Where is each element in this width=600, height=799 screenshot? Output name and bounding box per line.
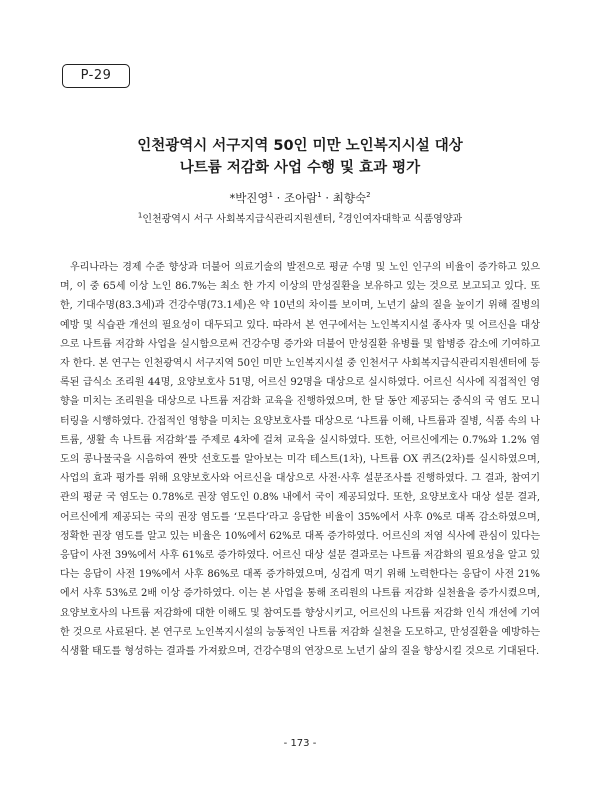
paper-title-line-2: 나트륨 저감화 사업 수행 및 효과 평가 (179, 160, 421, 176)
paper-title-line-1: 인천광역시 서구지역 50인 미만 노인복지시설 대상 (137, 138, 463, 154)
abstract-body: 우리나라는 경제 수준 향상과 더불어 의료기술의 발전으로 평균 수명 및 노인 인구의 비율이 증가하고 있으며, 이 중 65세 이상 노인 86.7%는 최소 한 가지 이상의 만성질환을 보유하고 있는 것으로 보고되고 있다. 또한, 기대수명(83.3세)과 건강수명(73.1세)은 약 10년의 차이를 보이며, 노년기 삶의 질을 높이기 위해 질병의 예방 및 식습관 개선의 필요성이 대두되고 있다. 따라서 본 연구에서는 노인복지시설 종사자 및 어르신을 대상으로 나트륨 저감화 사업을 실시함으로써 건강수명 증가와 더불어 만성질환 유병률 및 합병증 감소에 기여하고자 한다. 본 연구는 인천광역시 서구지역 50인 미만 노인복지시설 중 인천서구 사회복지급식관리지원센터에 등록된 급식소 조리원 44명, 요양보호사 51명, 어르신 92명을 대상으로 실시하였다. 어르신 식사에 직접적인 영향을 미치는 조리원을 대상으로 나트륨 저감화 교육을 진행하였으며, 한 달 동안 제공되는 중식의 국 염도 모니터링을 시행하였다. 간접적인 영향을 미치는 요양보호사를 대상으로 ‘나트륨 이해, 나트륨과 질병, 식품 속의 나트륨, 생활 속 나트륨 저감화’를 주제로 4차에 걸쳐 교육을 실시하였다. 또한, 어르신에게는 0.7%와 1.2% 염도의 콩나물국을 시음하여 짠맛 선호도를 알아보는 미각 테스트(1차), 나트륨 OX 퀴즈(2차)를 실시하였으며, 사업의 효과 평가를 위해 요양보호사와 어르신을 대상으로 사전·사후 설문조사를 진행하였다. 그 결과, 참여기관의 평균 국 염도는 0.78%로 권장 염도인 0.8% 내에서 국이 제공되었다. 또한, 요양보호사 대상 설문 결과, 어르신에게 제공되는 국의 권장 염도를 ‘모른다’라고 응답한 비율이 35%에서 사후 0%로 대폭 감소하였으며, 정확한 권장 염도를 알고 있는 비율은 10%에서 62%로 대폭 증가하였다. 어르신의 저염 식사에 관심이 있다는 응답이 사전 39%에서 사후 61%로 증가하였다. 어르신 대상 설문 결과로는 나트륨 저감화의 필요성을 알고 있다는 응답이 사전 19%에서 사후 86%로 대폭 증가하였으며, 싱겁게 먹기 위해 노력한다는 응답이 사전 21%에서 사후 53%로 2배 이상 증가하였다. 이는 본 사업을 통해 조리원의 나트륨 저감화 실천율을 증가시켰으며, 요양보호사의 나트륨 저감화에 대한 이해도 및 참여도를 향상시키고, 어르신의 나트륨 저감화 인식 개선에 기여한 것으로 사료된다. 본 연구로 노인복지시설의 능동적인 나트륨 저감화 실천을 도모하고, 만성질환을 예방하는 식생활 태도를 형성하는 결과를 가져왔으며, 건강수명의 연장으로 노년기 삶의 질을 향상시킬 것으로 기대된다. (60, 262, 540, 658)
affiliation-line (0, 210, 600, 225)
author-name: 최향숙 (332, 191, 367, 205)
author-separator: · (321, 191, 333, 205)
author-separator: · (273, 191, 284, 205)
affiliation-2: 경인여자대학교 식품영양과 (343, 214, 463, 225)
affiliation-1: 인천광역시 서구 사회복지급식관리지원센터, (142, 214, 339, 225)
author-list (0, 190, 600, 206)
affiliation-mark: 2 (338, 211, 344, 220)
author-name: 조아람 (283, 191, 318, 205)
affiliation-mark: 1 (137, 211, 143, 220)
poster-id-badge: P-29 (62, 64, 130, 88)
author-name: *박진영 (229, 191, 269, 205)
author-affiliation-mark: 1 (268, 191, 273, 200)
page-number: - 173 - (283, 738, 317, 749)
author-affiliation-mark: 1 (317, 191, 322, 200)
author-affiliation-mark: 2 (366, 191, 371, 200)
